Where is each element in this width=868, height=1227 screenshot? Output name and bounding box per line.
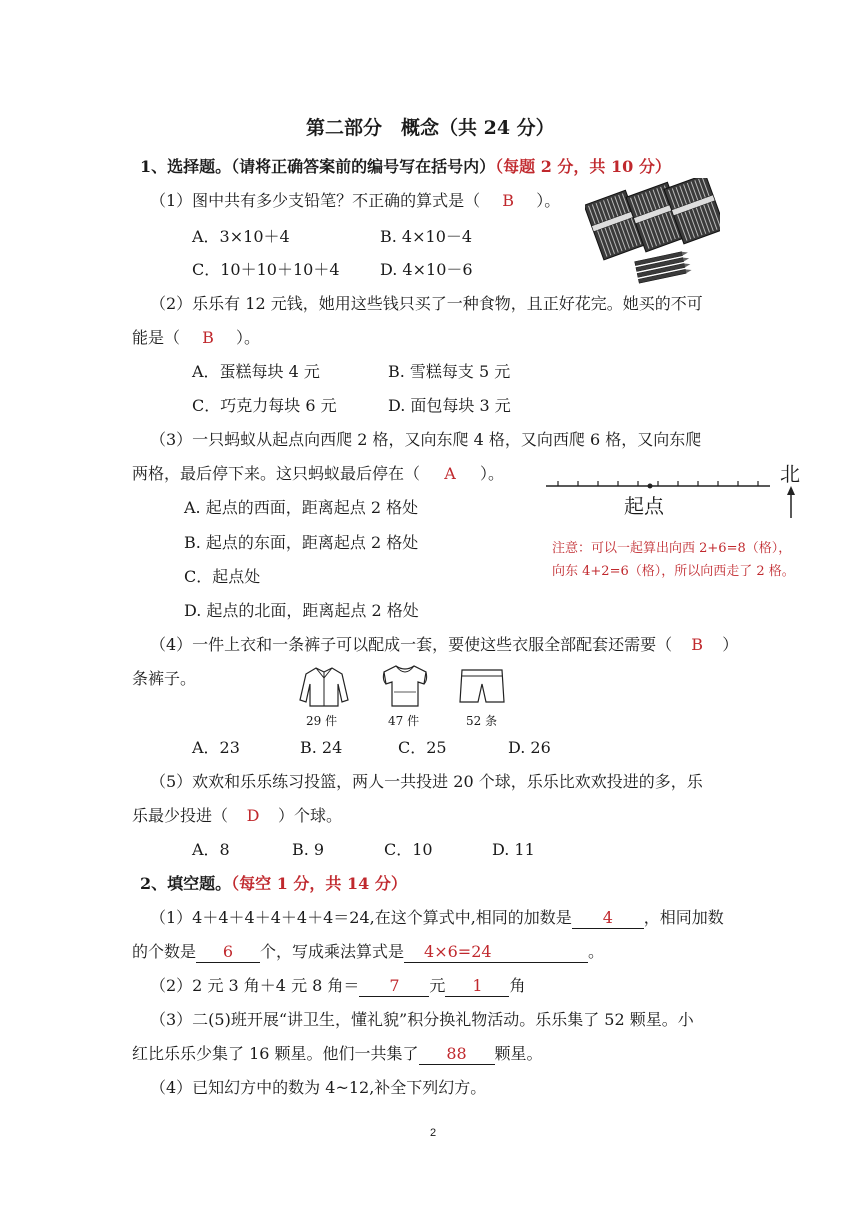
option-1-4-d: D. 26: [508, 738, 551, 757]
fill-1-line2: 的个数是 6 个，写成乘法算式是 4×6=24 。: [132, 942, 605, 961]
question-1-1: （1）图中共有多少支铅笔？不正确的算式是（ B ）。: [150, 191, 561, 210]
note-line-2: 向东 4+2=6（格），所以向西走了 2 格。: [552, 564, 795, 579]
answer-1-4: B: [691, 635, 704, 654]
shorts-icon: [458, 666, 506, 706]
caption-shirts: 29 件: [306, 714, 338, 728]
option-1-5-c: C．10: [384, 840, 433, 859]
question-1-3-line2: 两格，最后停下来。这只蚂蚁最后停在（ A ）。: [132, 464, 505, 483]
option-1-2-c: C．巧克力每块 6 元: [192, 396, 337, 415]
option-1-1-a: A．3×10＋4: [192, 227, 290, 246]
option-1-3-a: A. 起点的西面，距离起点 2 格处: [184, 498, 419, 517]
section-2-heading: [140, 873, 407, 895]
option-1-4-b: B. 24: [300, 738, 343, 757]
caption-blouses: 47 件: [388, 714, 420, 728]
page-title: 第二部分 概念（共 24 分）: [306, 117, 555, 139]
option-1-1-d: D. 4×10－6: [380, 260, 473, 279]
option-1-1-c: C．10＋10＋10＋4: [192, 260, 340, 279]
question-1-2-line1: （2）乐乐有 12 元钱，她用这些钱只买了一种食物，且正好花完。她买的不可: [150, 294, 703, 313]
fill-4: （4）已知幻方中的数为 4~12,补全下列幻方。: [150, 1078, 487, 1097]
question-1-2-line2: 能是（ B ）。: [132, 328, 261, 347]
section-1-heading: [140, 156, 671, 178]
option-1-4-a: A．23: [192, 738, 240, 757]
start-point-marker: [648, 484, 653, 489]
question-1-5-line1: （5）欢欢和乐乐练习投篮，两人一共投进 20 个球，乐乐比欢欢投进的多，乐: [150, 772, 703, 791]
answer-1-1: B: [502, 191, 515, 210]
answer-1-5: D: [246, 806, 260, 825]
north-label: 北: [780, 462, 800, 486]
option-1-3-c: C．起点处: [184, 567, 261, 586]
question-1-4-line2: 条裤子。: [132, 669, 197, 688]
pencils-illustration: [585, 178, 720, 288]
option-1-5-d: D. 11: [492, 840, 535, 859]
question-1-5-line2: 乐最少投进（ D ）个球。: [132, 806, 343, 825]
fill-3-line1: （3）二(5)班开展“讲卫生，懂礼貌”积分换礼物活动。乐乐集了 52 颗星。小: [150, 1010, 694, 1029]
section-2-score: （每空 1 分，共 14 分）: [231, 874, 407, 893]
fill-3-line2: 红比乐乐少集了 16 颗星。他们一共集了 88 颗星。: [132, 1044, 543, 1063]
page-number: 2: [430, 1127, 437, 1139]
blank-1-2: 6: [196, 942, 260, 963]
option-1-1-b: B. 4×10－4: [380, 227, 473, 246]
blank-3-1: 88: [419, 1044, 495, 1065]
blank-2-2: 1: [445, 976, 509, 997]
blank-1-1: 4: [572, 908, 644, 929]
option-1-2-a: A．蛋糕每块 4 元: [192, 362, 320, 381]
caption-shorts: 52 条: [466, 714, 498, 728]
shirt-icon: [298, 664, 350, 708]
blank-1-3: 4×6=24: [404, 942, 588, 963]
fill-1-line1: （1）4＋4＋4＋4＋4＋4＝24,在这个算式中,相同的加数是 4 ，相同加数: [150, 908, 724, 927]
number-line: [542, 476, 782, 496]
answer-1-3: A: [444, 464, 456, 483]
option-1-4-c: C．25: [398, 738, 447, 757]
option-1-3-d: D. 起点的北面，距离起点 2 格处: [184, 601, 419, 620]
option-1-2-b: B. 雪糕每支 5 元: [388, 362, 511, 381]
section-1-score: （每题 2 分，共 10 分）: [495, 157, 671, 176]
fill-2: （2）2 元 3 角＋4 元 8 角＝ 7 元 1 角: [150, 976, 526, 995]
north-arrow-icon: [782, 486, 800, 520]
option-1-3-b: B. 起点的东面，距离起点 2 格处: [184, 533, 419, 552]
answer-1-2: B: [202, 328, 214, 347]
start-point-label: 起点: [624, 494, 664, 518]
option-1-2-d: D. 面包每块 3 元: [388, 396, 511, 415]
question-1-4-line1: （4）一件上衣和一条裤子可以配成一套，要使这些衣服全部配套还需要（ B ）: [150, 635, 739, 654]
section-1-title: 1、选择题。（请将正确答案前的编号写在括号内）: [140, 157, 496, 176]
blouse-icon: [380, 662, 430, 708]
section-2-title: 2、填空题。: [140, 874, 232, 893]
blank-2-1: 7: [359, 976, 429, 997]
note-line-1: 注意：可以一起算出向西 2+6=8（格），: [552, 541, 792, 556]
option-1-5-b: B. 9: [292, 840, 325, 859]
question-1-3-line1: （3）一只蚂蚁从起点向西爬 2 格，又向东爬 4 格，又向西爬 6 格，又向东爬: [150, 430, 702, 449]
option-1-5-a: A．8: [192, 840, 230, 859]
